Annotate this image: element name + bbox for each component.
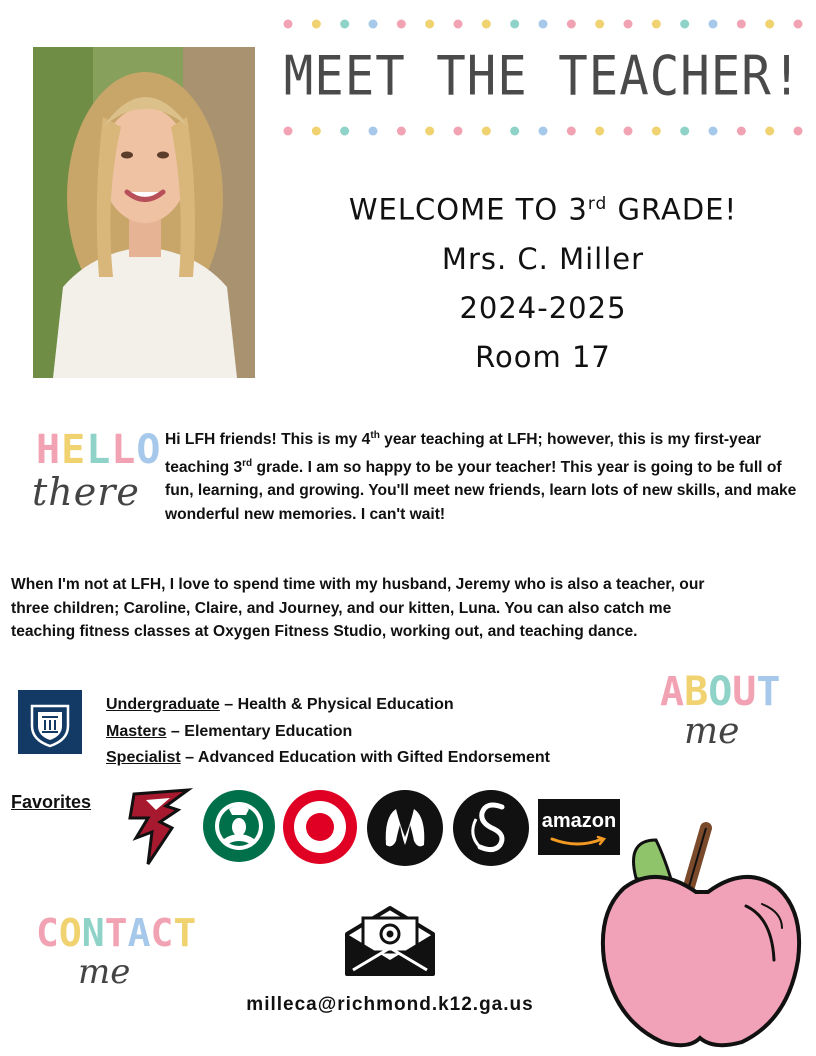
lululemon-logo bbox=[366, 789, 444, 871]
decorative-dot bbox=[369, 20, 378, 29]
teacher-photo bbox=[33, 47, 255, 378]
decorative-dot bbox=[765, 127, 774, 136]
target-logo bbox=[282, 789, 358, 869]
decorative-dot bbox=[312, 127, 321, 136]
decorative-dot bbox=[567, 20, 576, 29]
envelope-icon bbox=[343, 904, 437, 982]
contact-script: me bbox=[78, 952, 131, 992]
decorative-dot bbox=[595, 127, 604, 136]
decorative-dot bbox=[624, 20, 633, 29]
personal-paragraph: When I'm not at LFH, I love to spend time with my husband, Jeremy who is also a teacher, our three children; Caroline, Claire, and Journey, and our kitten, Luna. You can also catch me teaching fitness classes at Oxygen Fitness Studio, working out, and teaching dance. bbox=[11, 576, 705, 640]
education-row: Undergraduate – Health & Physical Education bbox=[106, 696, 454, 713]
decorative-dot bbox=[652, 127, 661, 136]
school-year: 2024-2025 bbox=[459, 290, 627, 325]
teacher-name: Mrs. C. Miller bbox=[441, 241, 645, 276]
starbucks-logo bbox=[202, 789, 276, 867]
decorative-dot bbox=[709, 127, 718, 136]
decorative-dot bbox=[539, 127, 548, 136]
falcons-logo bbox=[126, 788, 194, 870]
decorative-dot bbox=[709, 20, 718, 29]
hello-letters: HELLO bbox=[36, 427, 162, 473]
decorative-dot bbox=[510, 127, 519, 136]
amazon-wordmark: amazon bbox=[541, 810, 617, 832]
decorative-dot bbox=[482, 127, 491, 136]
welcome-block bbox=[282, 180, 804, 382]
page-title: MEET THE TEACHER! bbox=[283, 45, 803, 108]
decorative-dot bbox=[425, 20, 434, 29]
decorative-dot bbox=[680, 127, 689, 136]
decorative-dot bbox=[680, 20, 689, 29]
dot-divider-top bbox=[282, 19, 804, 29]
favorites-label: Favorites bbox=[11, 792, 92, 812]
about-me-graphic bbox=[660, 670, 790, 750]
decorative-dot bbox=[454, 20, 463, 29]
decorative-dot bbox=[454, 127, 463, 136]
decorative-dot bbox=[595, 20, 604, 29]
contact-me-graphic bbox=[36, 911, 197, 992]
contact-email: milleca@richmond.k12.ga.us bbox=[246, 994, 534, 1015]
decorative-dot bbox=[624, 127, 633, 136]
welcome-heading: WELCOME TO 3rd GRADE! bbox=[348, 192, 738, 227]
decorative-dot bbox=[397, 20, 406, 29]
decorative-dot bbox=[397, 127, 406, 136]
decorative-dot bbox=[482, 20, 491, 29]
room-number: Room 17 bbox=[475, 339, 611, 374]
decorative-dot bbox=[737, 127, 746, 136]
about-letters: ABOUT bbox=[660, 669, 781, 715]
education-row: Masters – Elementary Education bbox=[106, 722, 353, 740]
hello-script: there bbox=[32, 470, 140, 514]
decorative-dot bbox=[652, 20, 661, 29]
decorative-dot bbox=[312, 20, 321, 29]
decorative-dot bbox=[737, 20, 746, 29]
decorative-dot bbox=[539, 20, 548, 29]
hello-there-graphic bbox=[32, 427, 162, 514]
intro-paragraph: Hi LFH friends! This is my 4th year teaching at LFH; however, this is my first-year teaching 3rd grade. I am so happy to be your teacher! This year is going to be full of fun, learning, and growing. You'll meet new friends, learn lots of new skills, and make wonderful new memories. I can't wait! bbox=[165, 430, 797, 523]
decorative-dot bbox=[284, 20, 293, 29]
decorative-dot bbox=[340, 127, 349, 136]
decorative-dot bbox=[425, 127, 434, 136]
contact-letters: CONTACT bbox=[36, 911, 197, 955]
dot-divider-bottom bbox=[282, 126, 804, 136]
university-seal-icon bbox=[18, 690, 82, 754]
s-company-logo bbox=[452, 789, 530, 871]
decorative-dot bbox=[340, 20, 349, 29]
decorative-dot bbox=[567, 127, 576, 136]
decorative-dot bbox=[369, 127, 378, 136]
about-script: me bbox=[684, 711, 740, 752]
apple-icon bbox=[596, 820, 806, 1054]
education-row: Specialist – Advanced Education with Gifted Endorsement bbox=[106, 749, 550, 766]
decorative-dot bbox=[284, 127, 293, 136]
education-list bbox=[106, 692, 666, 772]
decorative-dot bbox=[794, 20, 803, 29]
decorative-dot bbox=[510, 20, 519, 29]
decorative-dot bbox=[765, 20, 774, 29]
decorative-dot bbox=[794, 127, 803, 136]
